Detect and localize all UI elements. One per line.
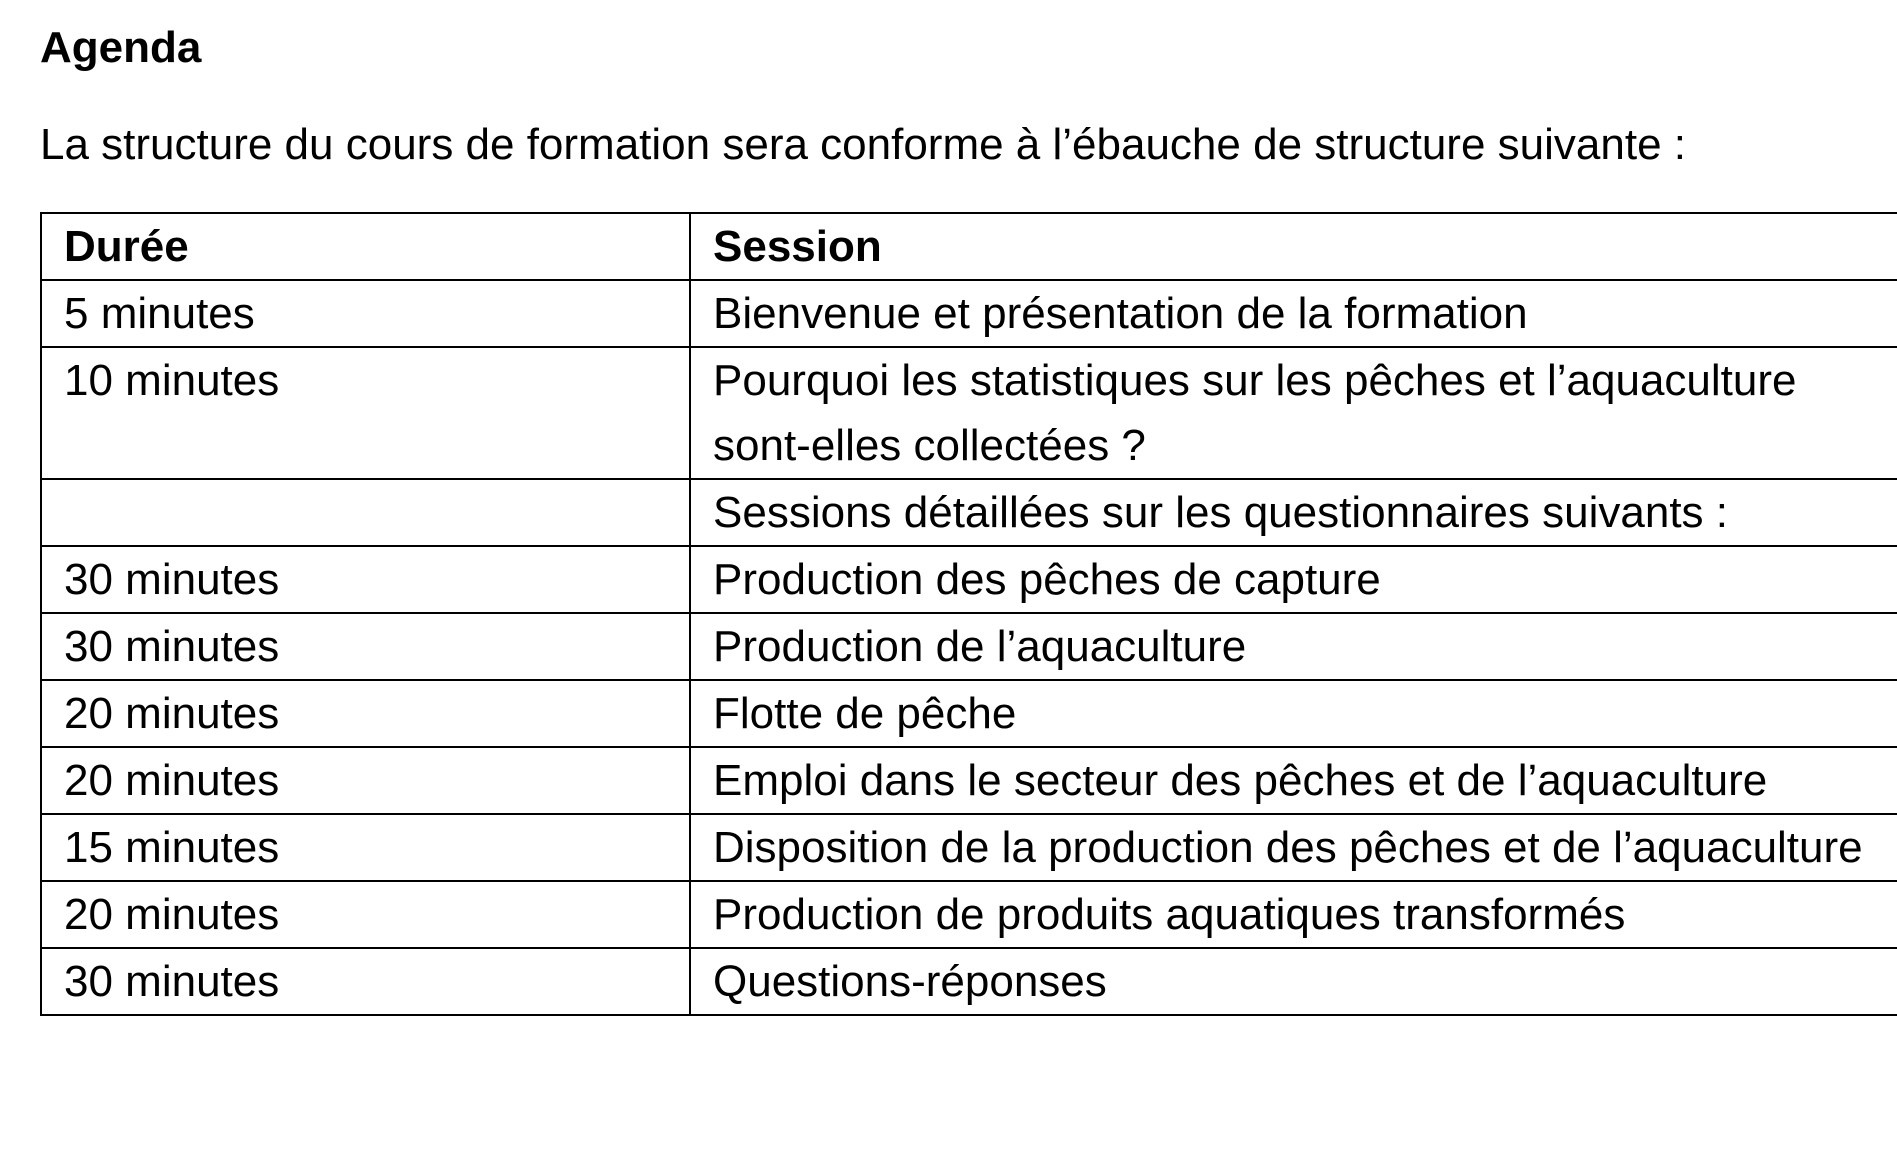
agenda-table xyxy=(40,212,1897,1016)
session-cell: Sessions détaillées sur les questionnaires suivants : xyxy=(690,479,1897,546)
table-row xyxy=(41,747,1897,814)
table-row xyxy=(41,680,1897,747)
duration-cell: 10 minutes xyxy=(41,347,690,479)
duration-cell xyxy=(41,479,690,546)
session-cell: Production des pêches de capture xyxy=(690,546,1897,613)
session-cell: Questions-réponses xyxy=(690,948,1897,1015)
duration-cell: 5 minutes xyxy=(41,280,690,347)
table-row xyxy=(41,347,1897,479)
session-cell: Pourquoi les statistiques sur les pêches et l’aquaculture sont-elles collectées ? xyxy=(690,347,1897,479)
header-session: Session xyxy=(690,213,1897,280)
page-title: Agenda xyxy=(40,23,202,72)
table-row xyxy=(41,948,1897,1015)
table-row xyxy=(41,814,1897,881)
duration-cell: 20 minutes xyxy=(41,747,690,814)
duration-cell: 30 minutes xyxy=(41,948,690,1015)
duration-cell: 30 minutes xyxy=(41,613,690,680)
intro-paragraph: La structure du cours de formation sera conforme à l’ébauche de structure suivante : xyxy=(40,120,1686,169)
table-row xyxy=(41,479,1897,546)
session-cell: Disposition de la production des pêches et de l’aquaculture xyxy=(690,814,1897,881)
table-row xyxy=(41,613,1897,680)
table-header-row xyxy=(41,213,1897,280)
session-cell: Production de produits aquatiques transformés xyxy=(690,881,1897,948)
table-row xyxy=(41,280,1897,347)
duration-cell: 20 minutes xyxy=(41,680,690,747)
session-cell: Emploi dans le secteur des pêches et de l’aquaculture xyxy=(690,747,1897,814)
duration-cell: 15 minutes xyxy=(41,814,690,881)
duration-cell: 30 minutes xyxy=(41,546,690,613)
session-cell: Bienvenue et présentation de la formation xyxy=(690,280,1897,347)
header-duration: Durée xyxy=(41,213,690,280)
session-cell: Production de l’aquaculture xyxy=(690,613,1897,680)
duration-cell: 20 minutes xyxy=(41,881,690,948)
table-row xyxy=(41,881,1897,948)
table-row xyxy=(41,546,1897,613)
session-cell: Flotte de pêche xyxy=(690,680,1897,747)
